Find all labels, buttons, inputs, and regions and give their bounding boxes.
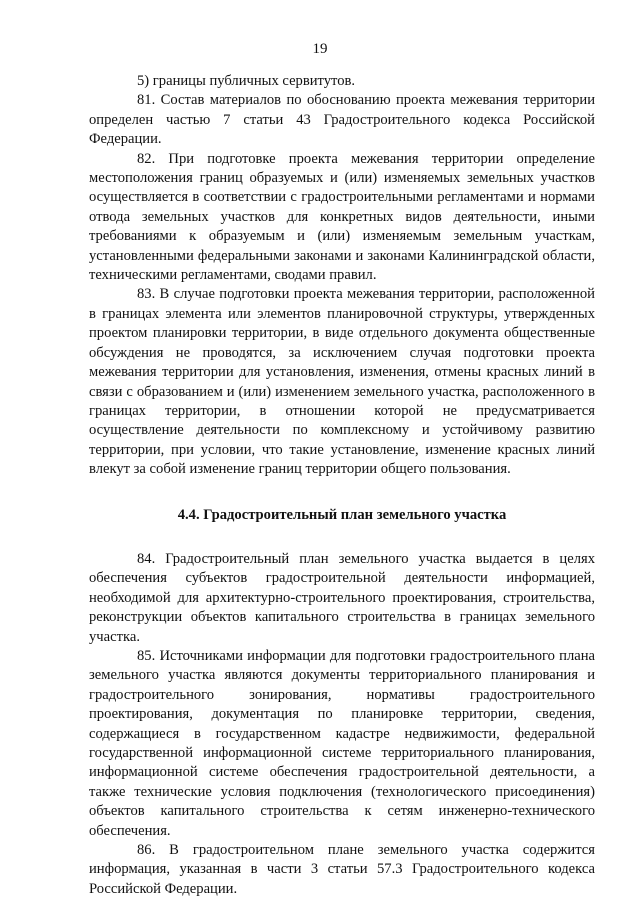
document-body — [89, 72, 595, 899]
section-heading: 4.4. Градостроительный план земельного участка — [177, 506, 507, 523]
paragraph-85: 85. Источниками информации для подготовки градостроительного плана земельного участка являются документы территориального планирования и градостроительного зонирования, нормативы градостроительного проектирования, документация по планировке территории, сведения, содержащиеся в государственном кадастре недвижимости, федеральной государственной информационной системе территориального планирования, информационной системе обеспечения градостроительной деятельности, а также технические условия подключения (технологического присоединения) объектов капитального строительства к сетям инженерно-технического обеспечения. — [89, 647, 595, 839]
paragraph-81: 81. Состав материалов по обоснованию проекта межевания территории определен частью 7 статьи 43 Градостроительного кодекса Российской Федерации. — [89, 92, 595, 148]
paragraph-82: 82. При подготовке проекта межевания территории определение местоположения границ образуемых и (или) изменяемых земельных участков осуществляется в соответствии с градостроительными регламентами и нормами отвода земельных участков для конкретных видов деятельности, иными требованиями к образуемым и (или) изменяемым земельным участкам, установленными федеральными законами и законами Калининградской области, техническими регламентами, сводами правил. — [89, 150, 595, 284]
paragraph-86: 86. В градостроительном плане земельного участка содержится информация, указанная в части 3 статьи 57.3 Градостроительного кодекса Российской Федерации. — [89, 842, 595, 897]
paragraph-83: 83. В случае подготовки проекта межевания территории, расположенной в границах элемента или элементов планировочной структуры, утвержденных проектом планировки территории, в виде отдельного документа общественные обсуждения не проводятся, за исключением случая подготовки проекта межевания территории для установления, изменения, отмены красных линий в связи с образованием и (или) изменением земельного участка, расположенного в границах территории, в отношении которой не предусматривается осуществление деятельности по комплексному и устойчивому развитию территории, при условии, что такие установление, изменение красных линий влекут за собой изменение границ территории общего пользования. — [89, 286, 595, 478]
paragraph-item-5: 5) границы публичных сервитутов. — [137, 73, 356, 89]
page-number: 19 — [312, 41, 328, 57]
paragraph-84: 84. Градостроительный план земельного участка выдается в целях обеспечения субъектов градостроительной деятельности информацией, необходимой для архитектурно-строительного проектирования, строительства, реконструкции объектов капитального строительства в границах земельного участка. — [89, 550, 595, 645]
